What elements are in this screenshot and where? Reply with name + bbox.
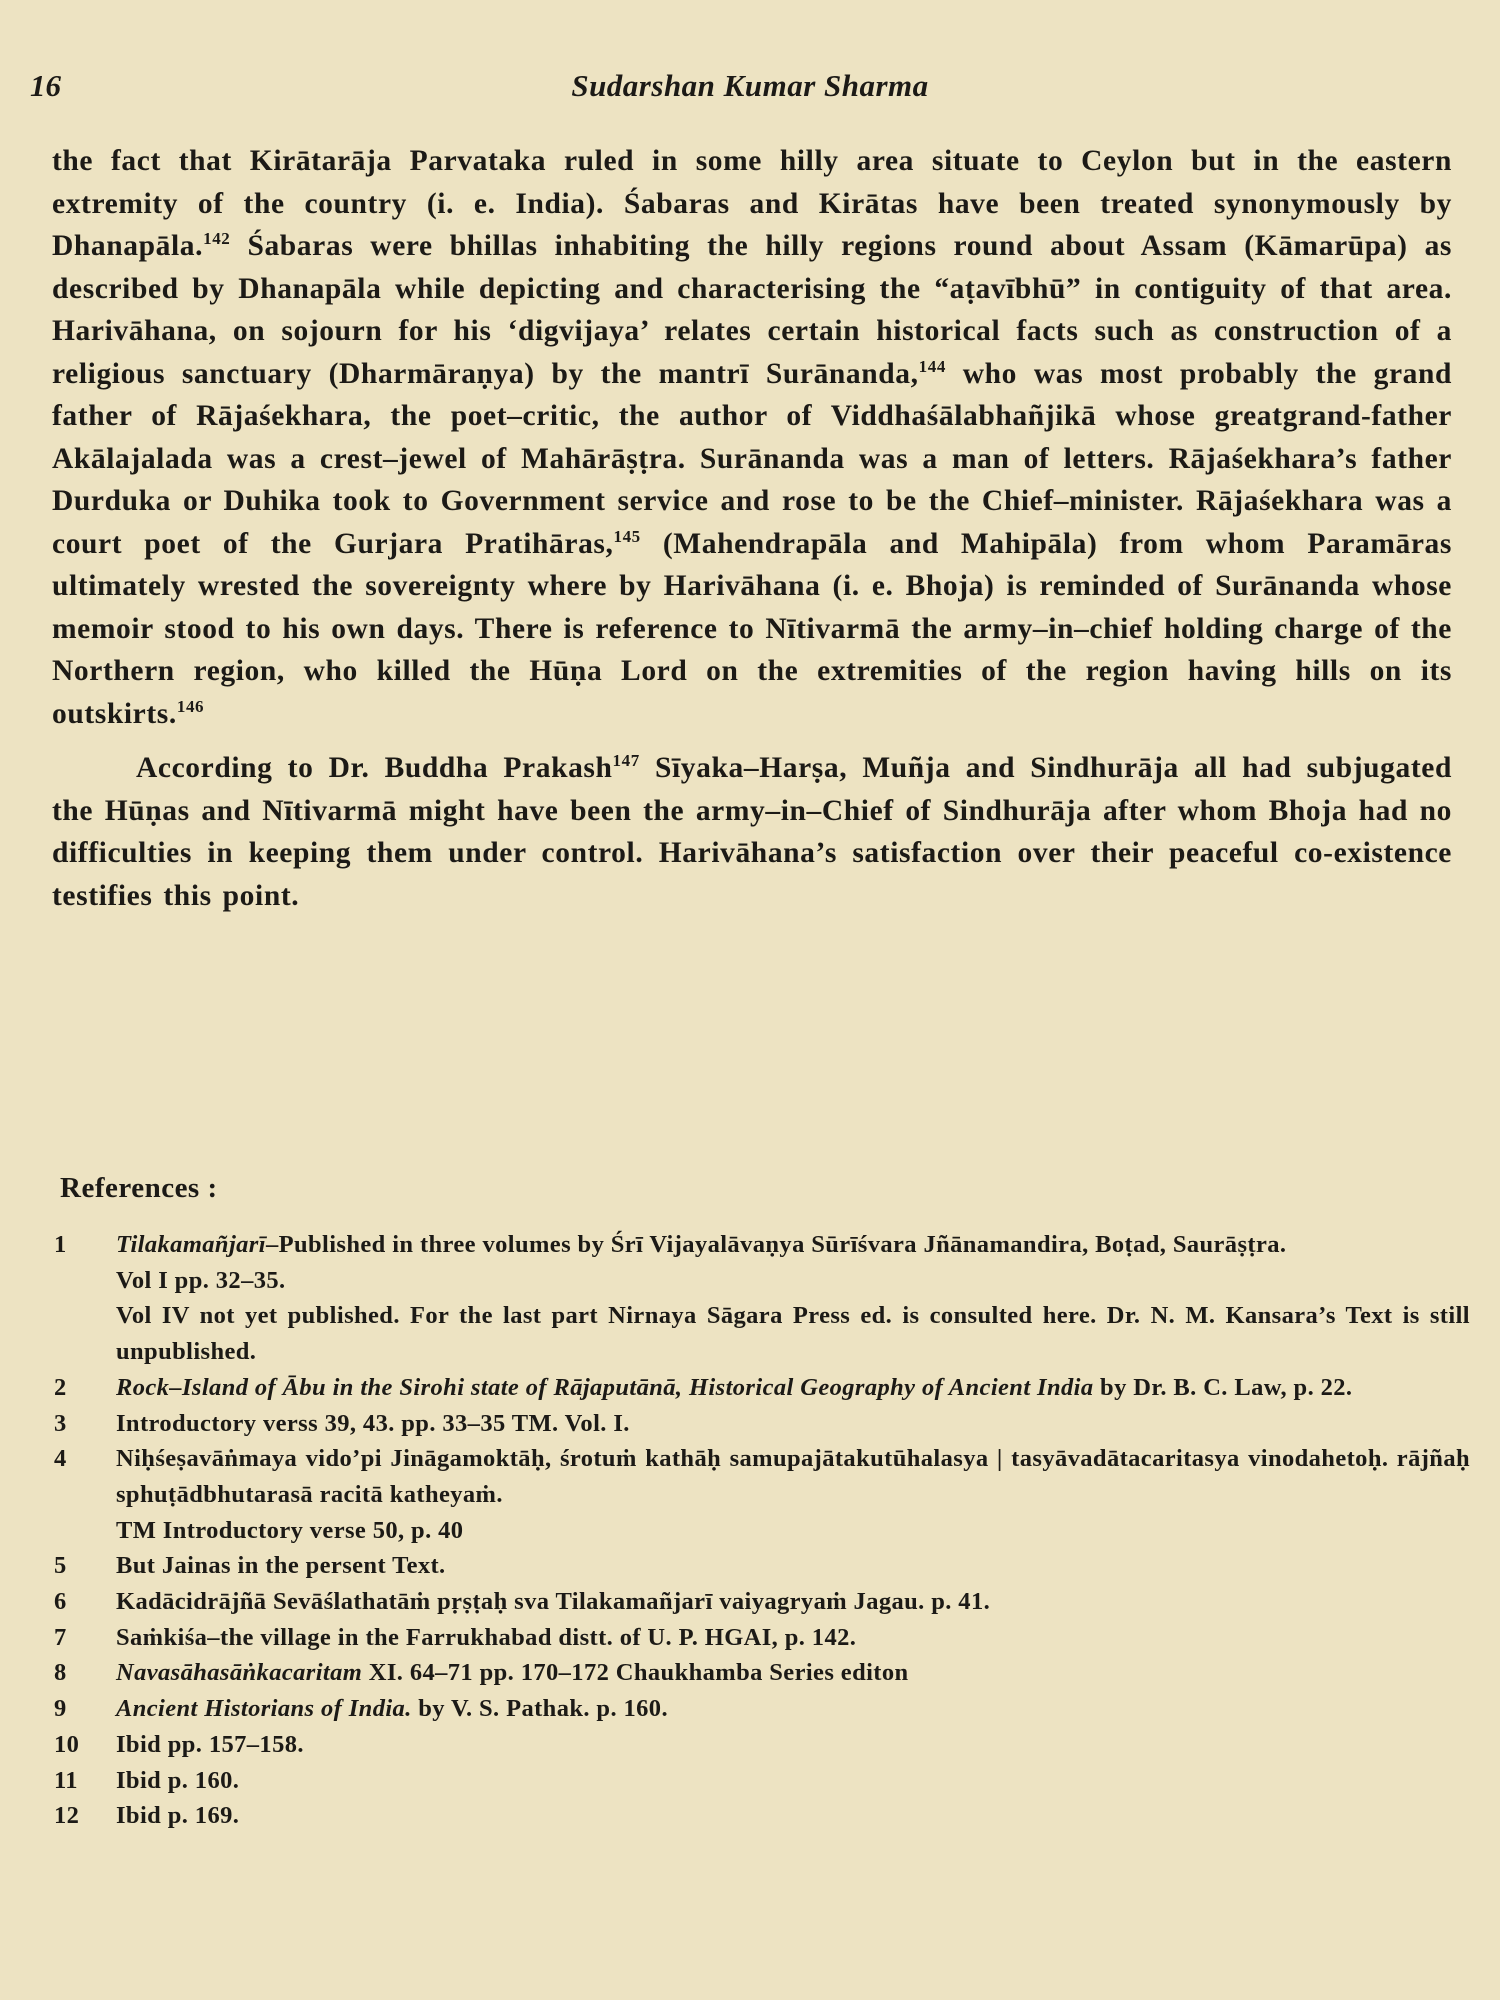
reference-item (50, 1370, 1470, 1406)
reference-number: 11 (54, 1766, 78, 1794)
paragraph-1-text-c: who was most probably the grand father of Rājaśekhara, the poet–critic, the author of Viddhaśālabhañjikā whose greatgrand-father Akālajalada was a crest–jewel of Mahārāṣṭra. Surānanda was a man of letters. Rājaśekhara’s father Durduka or Duhika took to Government service and rose to be the Chief–minister. Rājaśekhara was a court poet of the Gurjara Pratihāras, (52, 357, 1452, 560)
reference-number: 3 (54, 1409, 67, 1437)
reference-text: XI. 64–71 pp. 170–172 Chaukhamba Series editon (362, 1659, 909, 1687)
reference-title: Tilakamañjarī (116, 1231, 266, 1258)
reference-number: 9 (54, 1695, 67, 1723)
references-list (50, 1227, 1470, 1834)
reference-item (50, 1691, 1470, 1727)
reference-body (116, 1227, 1470, 1370)
reference-number: 7 (54, 1623, 67, 1651)
reference-text: Ibid p. 160. (116, 1766, 240, 1794)
footnote-marker-144: 144 (918, 356, 946, 376)
running-head (0, 68, 1500, 112)
reference-line: TM Introductory verse 50, p. 40 (116, 1516, 464, 1544)
references-heading: References : (60, 1172, 218, 1204)
reference-text: Ibid pp. 157–158. (116, 1730, 304, 1758)
paragraph-1-text-d: (Mahendrapāla and Mahipāla) from whom Paramāras ultimately wrested the sovereignty where by Harivāhana (i. e. Bhoja) is reminded of Surānanda whose memoir stood to his own days. There is reference to Nītivarmā the army–in–chief holding charge of the Northern region, who killed the Hūṇa Lord on the extremities of the region having hills on its outskirts. (52, 527, 1452, 730)
footnote-marker-146: 146 (176, 696, 205, 716)
paragraph-1-text-a: the fact that Kirātarāja Parvataka ruled in some hilly area situate to Ceylon but in the eastern extremity of the country (i. e. India). Śabaras and Kirātas have been treated synonymously by Dhanapāla. (52, 145, 1452, 262)
reference-text: –Published in three volumes by Śrī Vijayalāvaṇya Sūrīśvara Jñānamandira, Boṭad, Saurāṣṭra. (265, 1231, 1287, 1258)
reference-item (50, 1406, 1470, 1442)
reference-number: 5 (54, 1552, 67, 1580)
reference-body (116, 1370, 1470, 1406)
reference-number: 1 (54, 1231, 67, 1258)
body-text (52, 140, 1452, 917)
reference-title: Navasāhasāṅkacaritam (116, 1659, 363, 1687)
reference-title: Rock–Island of Ābu in the Sirohi state of Rājaputānā, Historical Geography of Ancient India (116, 1373, 1094, 1401)
paragraph-1-text-b: Śabaras were bhillas inhabiting the hilly regions round about Assam (Kāmarūpa) as described by Dhanapāla while depicting and characterising the “aṭavībhū” in contiguity of that area. Harivāhana, on sojourn for his ‘digvijaya’ relates certain historical facts such as construction of a religious sanctuary (Dharmāraṇya) by the mantrī Surānanda, (52, 230, 1452, 390)
reference-text: Saṁkiśa–the village in the Farrukhabad distt. of U. P. HGAI, p. 142. (116, 1623, 857, 1651)
reference-item (50, 1548, 1470, 1584)
reference-number: 6 (54, 1588, 67, 1616)
page-number: 16 (30, 68, 61, 103)
footnote-marker-145: 145 (613, 526, 641, 546)
reference-number: 10 (54, 1730, 80, 1758)
references-section (50, 1172, 1470, 1834)
reference-number: 2 (54, 1373, 67, 1401)
paragraph-2-text-b: Sīyaka–Harṣa, Muñja and Sindhurāja all had subjugated the Hūṇas and Nītivarmā might have been the army–in–Chief of Sindhurāja after whom Bhoja had no difficulties in keeping them under control. Harivāhana’s satisfaction over their peaceful co-existence testifies this point. (52, 752, 1453, 912)
reference-item (50, 1441, 1470, 1548)
reference-line: Vol IV not yet published. For the last part Nirnaya Sāgara Press ed. is consulted here. Dr. N. M. Kansara’s Text is still unpublished. (116, 1302, 1470, 1366)
reference-body (116, 1655, 1470, 1691)
reference-item (50, 1620, 1470, 1656)
reference-line: Vol I pp. 32–35. (116, 1266, 286, 1294)
paragraph-1 (52, 140, 1452, 735)
reference-text: by Dr. B. C. Law, p. 22. (1093, 1373, 1353, 1401)
reference-body (116, 1691, 1470, 1727)
reference-text: Ibid p. 169. (116, 1802, 240, 1830)
paragraph-2-text-a: According to Dr. Buddha Prakash (136, 752, 613, 784)
reference-text: Kadācidrājñā Sevāślathatāṁ pṛṣṭaḥ sva Tilakamañjarī vaiyagryaṁ Jagau. p. 41. (116, 1588, 991, 1616)
reference-number: 4 (54, 1445, 67, 1473)
reference-body (116, 1441, 1470, 1548)
running-title: Sudarshan Kumar Sharma (571, 68, 929, 103)
reference-title: Ancient Historians of India. (116, 1695, 412, 1723)
reference-item (50, 1584, 1470, 1620)
reference-item (50, 1227, 1470, 1370)
reference-item (50, 1798, 1470, 1834)
reference-number: 8 (54, 1659, 67, 1687)
reference-text: by V. S. Pathak. p. 160. (411, 1695, 668, 1723)
footnote-marker-142: 142 (203, 229, 231, 249)
reference-text: Introductory verss 39, 43. pp. 33–35 TM. Vol. I. (116, 1409, 630, 1437)
reference-item (50, 1763, 1470, 1799)
reference-item (50, 1655, 1470, 1691)
paragraph-2 (52, 747, 1452, 917)
reference-item (50, 1727, 1470, 1763)
reference-number: 12 (54, 1802, 80, 1830)
reference-text: Niḥśeṣavāṅmaya vido’pi Jināgamoktāḥ, śrotuṁ kathāḥ samupajātakutūhalasya | tasyāvadātacaritasya vinodahetoḥ. rājñaḥ sphuṭādbhutarasā racitā katheyaṁ. (116, 1445, 1470, 1508)
reference-text: But Jainas in the persent Text. (116, 1552, 446, 1580)
footnote-marker-147: 147 (612, 751, 640, 771)
